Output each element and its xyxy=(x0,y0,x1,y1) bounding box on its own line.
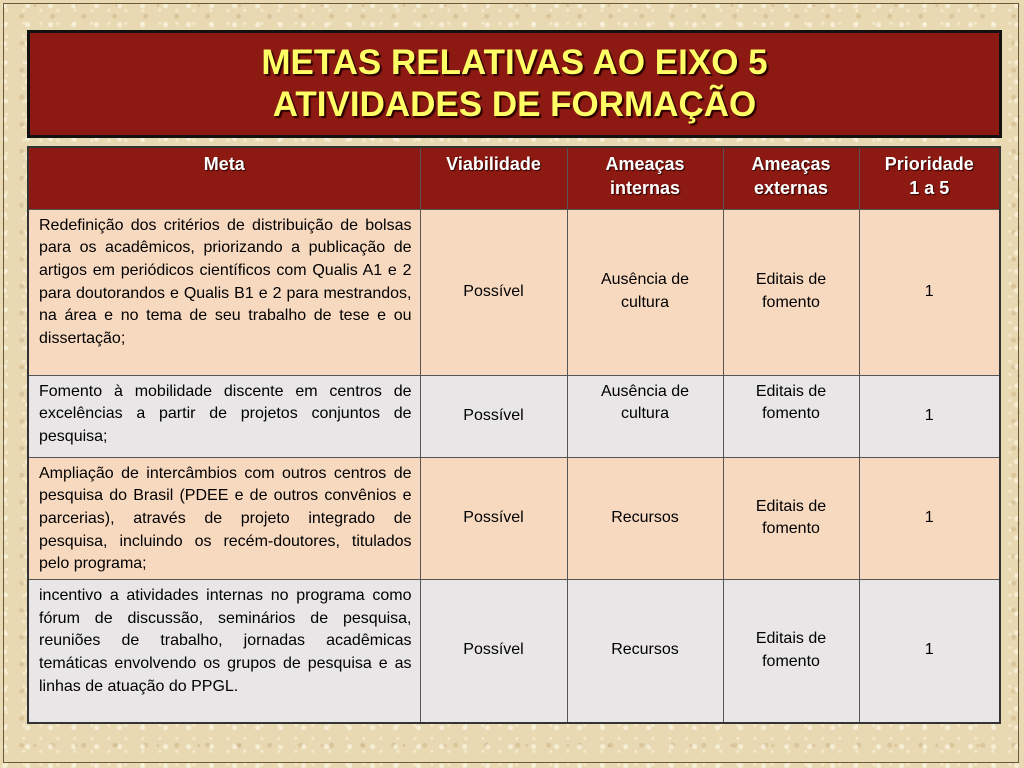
viabilidade-cell: Possível xyxy=(420,209,567,375)
table-row xyxy=(28,580,1000,723)
meta-cell: Fomento à mobilidade discente em centros de excelências a partir de projetos conjuntos de pesquisa; xyxy=(28,375,420,457)
table-header-row xyxy=(28,147,1000,209)
header-ameacas-internas-line2: internas xyxy=(609,178,681,198)
ameacas-internas-cell: Recursos xyxy=(567,457,723,580)
prioridade-cell: 1 xyxy=(859,457,1000,580)
prioridade-cell: 1 xyxy=(859,375,1000,457)
ameacas-externas-cell: Editais de fomento xyxy=(723,209,859,375)
table-row xyxy=(28,375,1000,457)
viabilidade-cell: Possível xyxy=(420,457,567,580)
header-ameacas-internas xyxy=(567,147,723,209)
slide-title xyxy=(27,30,1002,138)
header-ameacas-internas-line1: Ameaças xyxy=(605,154,685,174)
header-prioridade xyxy=(859,147,1000,209)
meta-cell: Ampliação de intercâmbios com outros centros de pesquisa do Brasil (PDEE e de outros convênios e parcerias), através de projeto integrado de pesquisa, incluindo os recém-doutores, titulados pelo programa; xyxy=(28,457,420,580)
title-line-1: METAS RELATIVAS AO EIXO 5 xyxy=(261,43,768,82)
prioridade-cell: 1 xyxy=(859,580,1000,723)
header-ameacas-externas-line2: externas xyxy=(753,178,829,198)
meta-cell: Redefinição dos critérios de distribuição de bolsas para os acadêmicos, priorizando a publicação de artigos em periódicos científicos com Qualis A1 e 2 para doutorandos e Qualis B1 e 2 para mestrandos, na área e no tema de seu trabalho de tese e ou dissertação; xyxy=(28,209,420,375)
header-viabilidade: Viabilidade xyxy=(420,147,567,209)
header-ameacas-externas-line1: Ameaças xyxy=(751,154,831,174)
meta-cell: incentivo a atividades internas no programa como fórum de discussão, seminários de pesquisa, reuniões de trabalho, jornadas acadêmicas temáticas envolvendo os grupos de pesquisa e as linhas de atuação do PPGL. xyxy=(28,580,420,723)
prioridade-cell: 1 xyxy=(859,209,1000,375)
goals-table xyxy=(27,146,1001,724)
ameacas-internas-cell: Ausência de cultura xyxy=(567,375,723,457)
ameacas-externas-cell: Editais de fomento xyxy=(723,375,859,457)
table-row xyxy=(28,209,1000,375)
ameacas-internas-cell: Recursos xyxy=(567,580,723,723)
ameacas-externas-cell: Editais de fomento xyxy=(723,580,859,723)
header-prioridade-line1: Prioridade xyxy=(884,154,974,174)
header-prioridade-line2: 1 a 5 xyxy=(909,178,950,198)
header-meta: Meta xyxy=(28,147,420,209)
title-line-2: ATIVIDADES DE FORMAÇÃO xyxy=(272,85,757,124)
header-ameacas-externas xyxy=(723,147,859,209)
ameacas-internas-cell: Ausência de cultura xyxy=(567,209,723,375)
table-row xyxy=(28,457,1000,580)
viabilidade-cell: Possível xyxy=(420,580,567,723)
viabilidade-cell: Possível xyxy=(420,375,567,457)
ameacas-externas-cell: Editais de fomento xyxy=(723,457,859,580)
